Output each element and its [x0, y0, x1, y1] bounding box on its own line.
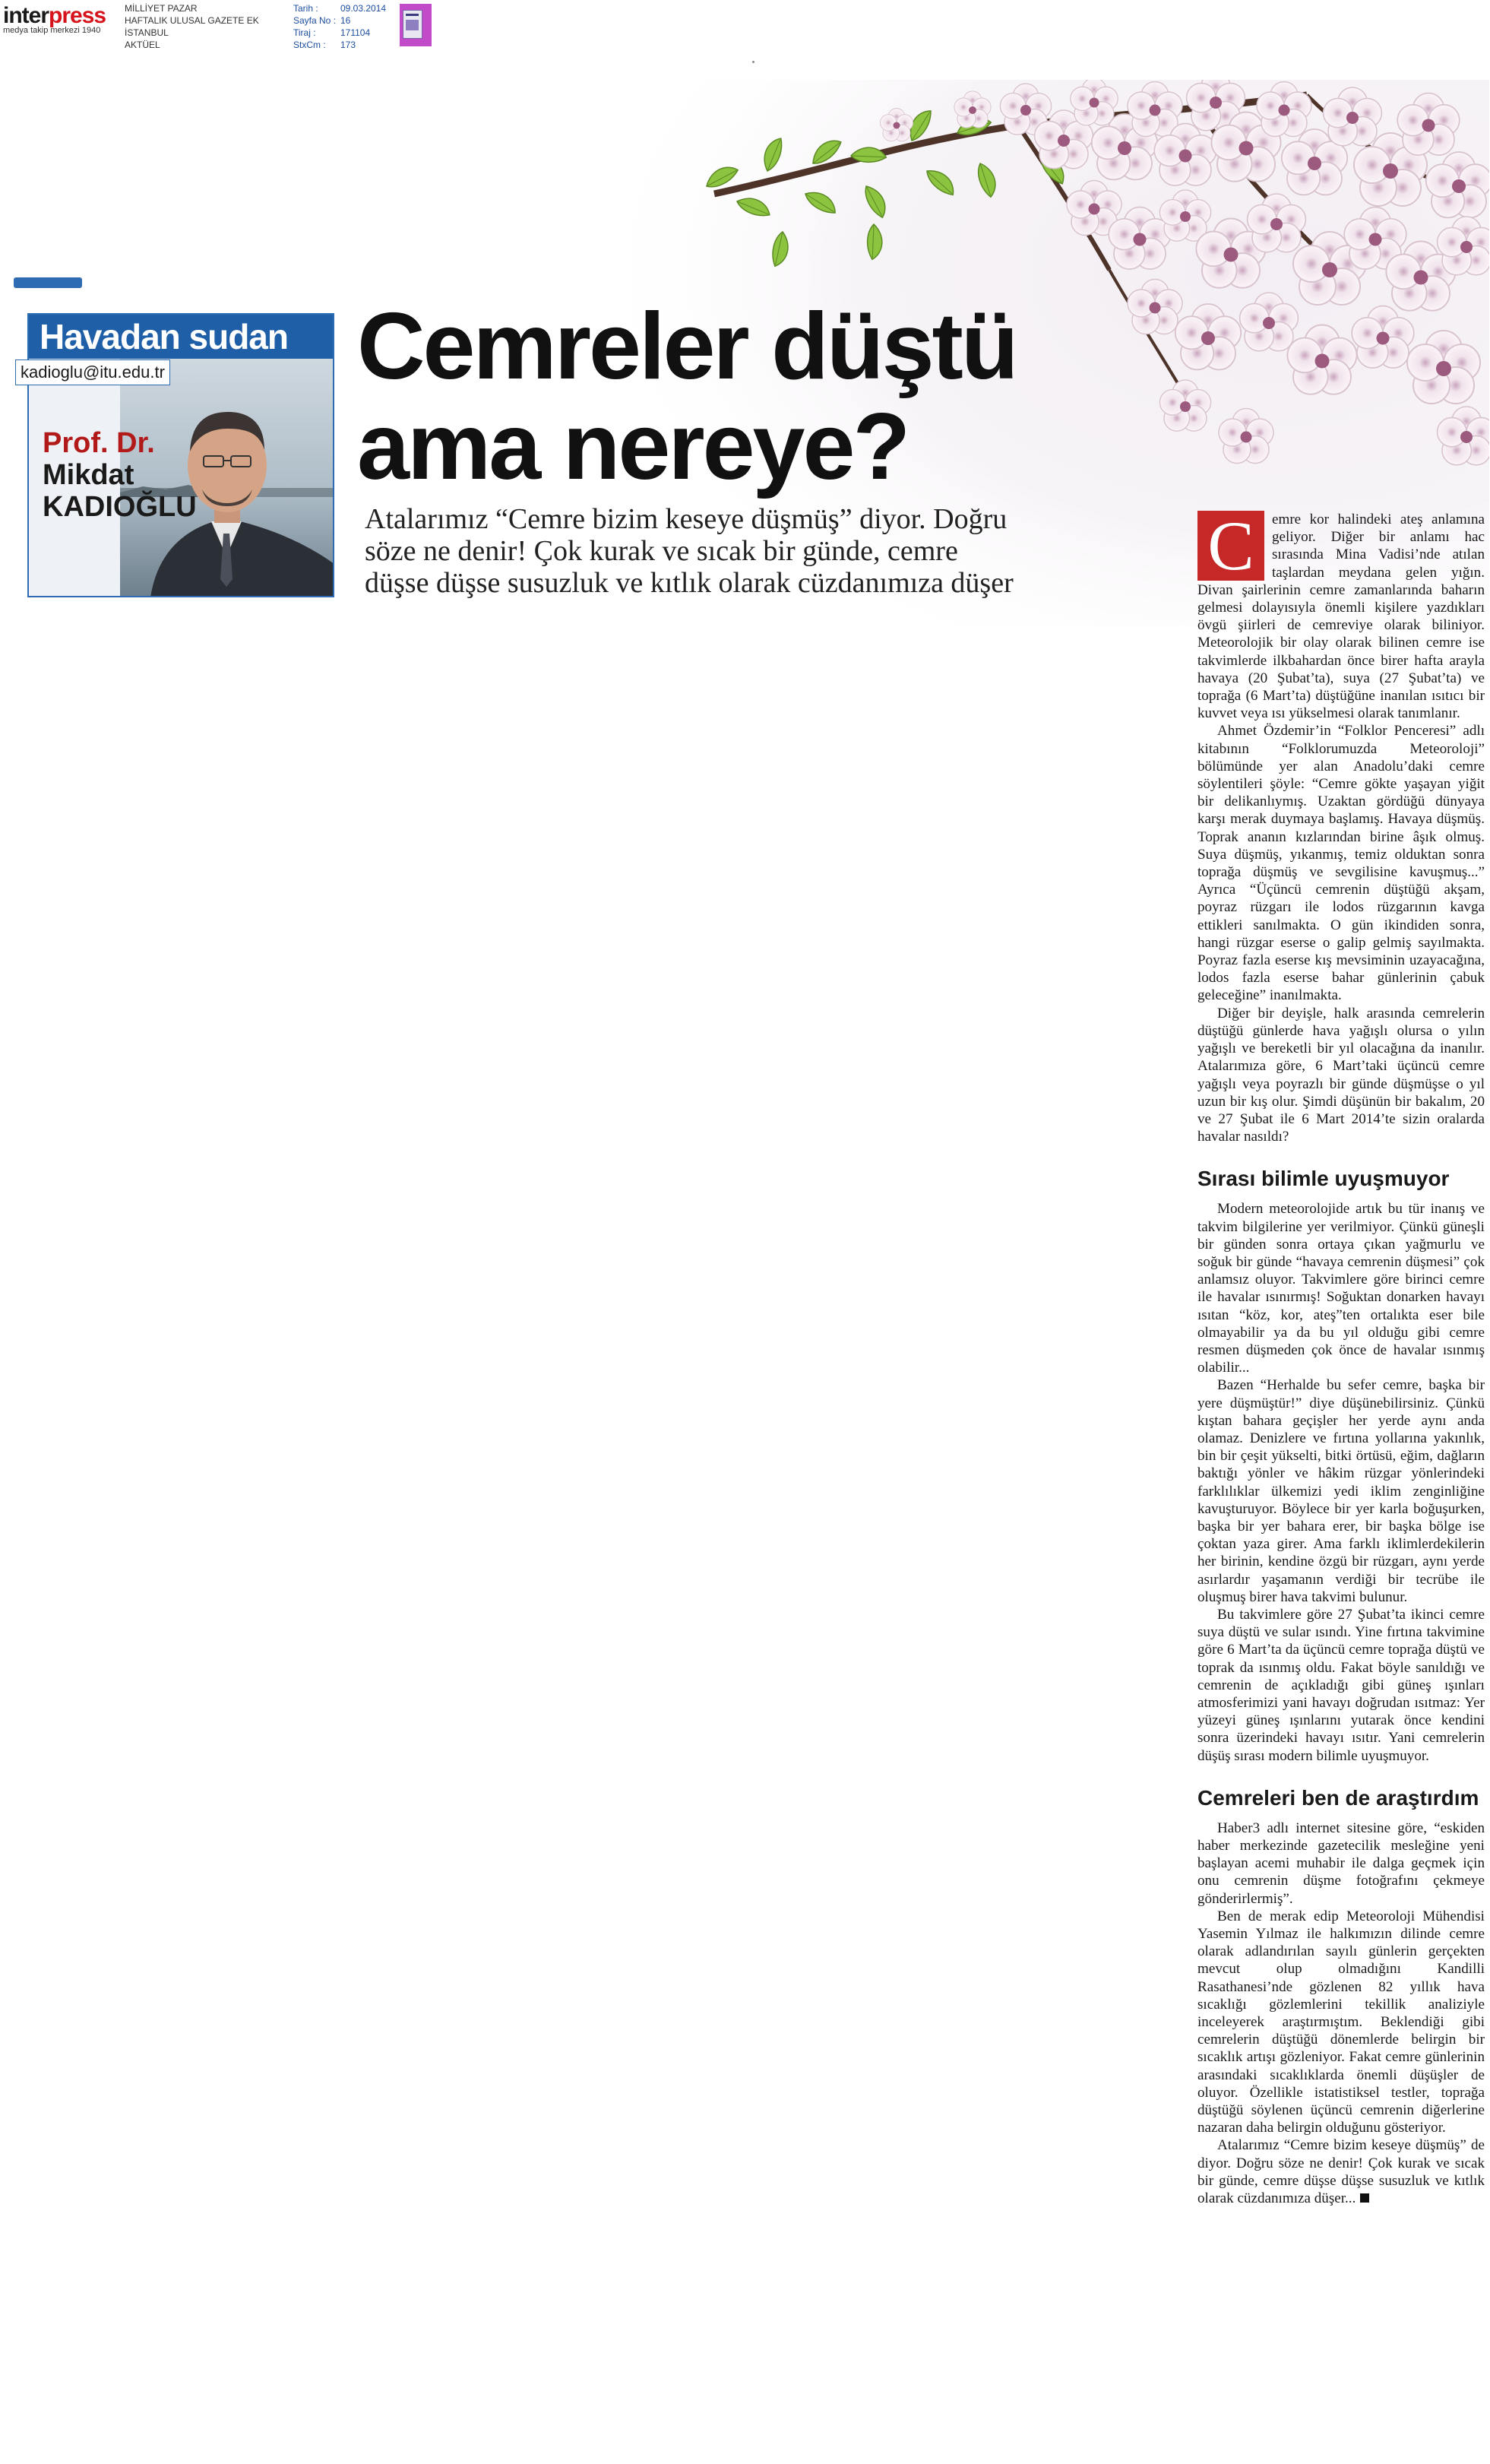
page-thumbnail[interactable] — [400, 4, 432, 46]
meta-row-stxcm — [293, 39, 386, 51]
body-paragraph: Haber3 adlı internet sitesine göre, “eskiden haber merkezinde gazetecilik mesleğine yeni başlayan acemi muhabir ile dalga geçmek için onu cemrenin düşme fotoğrafını çekmeye gönderirlermiş”. — [1197, 1819, 1485, 1907]
publication-info — [125, 2, 259, 51]
article-lead: Atalarımız “Cemre bizim keseye düşmüş” diyor. Doğru söze ne denir! Çok kurak ve sıcak bir günde, cemre düşse düşse susuzluk ve kıtlık olarak cüzdanımıza düşer — [365, 503, 1014, 599]
meta-value: 173 — [340, 40, 356, 50]
section-heading: Sırası bilimle uyuşmuyor — [1197, 1167, 1450, 1191]
meta-row-page — [293, 14, 386, 27]
section-heading: Cemreleri ben de araştırdım — [1197, 1785, 1479, 1810]
logo-main: inter — [3, 3, 49, 28]
body-paragraph — [1197, 507, 1485, 722]
publication-section: AKTÜEL — [125, 40, 160, 50]
body-paragraph-text: Atalarımız “Cemre bizim keseye düşmüş” de diyor. Doğru söze ne denir! Çok kurak ve sıcak bir günde, cemre düşse düşse susuzluk ve kıtlık olarak cüzdanımıza düşer... — [1197, 2137, 1485, 2207]
meta-label: Tiraj : — [293, 27, 316, 38]
author-academic-title: Prof. Dr. — [43, 427, 155, 459]
body-paragraph: Bu takvimlere göre 27 Şubat’ta ikinci cemre suya düştü ve sular ısındı. Yine fırtına takvimine göre 6 Mart’ta da üçüncü cemre toprağa düştü ve toprak da ısınmış oldu. Fakat böyle sanıldığı ve cemrenin de açıkladığı gibi güneş ışınları atmosferimizi yani havayı doğrudan ısıtmaz: Yer yüzeyi güneş ışınlarını yutarak önce kendini sonra üzerindeki havayı ısıtır. Yani cemrelerin düşüş sırası modern bilimle uyuşmuyor. — [1197, 1606, 1485, 1764]
body-paragraph: Bazen “Herhalde bu sefer cemre, başka bir yere düşmüştür!” diye düşünebilirsiniz. Çünkü kıştan bahara geçişler her yerde aynı anda olamaz. Denizlere ve fırtına yollarına yakınlık, bin bir çeşit yükselti, bitki örtüsü, eğim, dağların baktığı yönler ve hâkim rüzgar yönlerindeki farklılıklar ülkemizi yedi iklim zenginliğine kavuşturuyor. Böylece bir yer karla boğuşurken, başka bir yer bahara erer, bir başka bölge ise çoktan yaza girer. Ama farklı iklimlerdekilerin her birinin, kendine özgü bir rüzgarı, aynı yerde asırlardır yaşamanın verdiği bir tecrübe ile oluşmuş birer hava takvimi bulunur. — [1197, 1377, 1485, 1605]
interpress-logo — [3, 3, 106, 29]
logo-subtitle: medya takip merkezi 1940 — [3, 26, 101, 35]
column-title: Havadan sudan — [29, 315, 333, 359]
meta-value: 171104 — [340, 27, 371, 38]
end-mark-icon — [1360, 2193, 1369, 2203]
body-paragraph-text: emre kor halindeki ateş anlamına geliyor. Diğer bir anlamı hac sırasında Mina Vadisi’nde atılan taşlardan meydana gelen yığın. Divan şairlerinin cemre zamanlarında baharın gelmesi dolayısıyla önemli kişilere yazdıkları övgü şiirleri de cemreviye olarak biliniyor. Meteorolojik bir olay olarak bilinen cemre ise takvimlerde ilkbahardan önce birer hafta arayla havaya (20 Şubat’ta), suya (27 Şubat’ta) ve toprağa (6 Mart’ta) düştüğüne inanılan ısıtıcı bir kuvvet veya ısı yükselmesi olarak tanımlanır. — [1197, 511, 1485, 722]
meta-label: StxCm : — [293, 40, 326, 50]
headline-line-2: ama nereye? — [357, 394, 909, 499]
meta-label: Tarih : — [293, 3, 318, 14]
author-last-name: KADIOĞLU — [43, 491, 197, 523]
publication-city: İSTANBUL — [125, 27, 169, 38]
publication-type: HAFTALIK ULUSAL GAZETE EK — [125, 15, 259, 26]
meta-value: 09.03.2014 — [340, 3, 387, 14]
author-name — [43, 427, 197, 523]
column-header-box — [27, 313, 334, 597]
article-body — [1197, 507, 1485, 2207]
author-email[interactable]: kadioglu@itu.edu.tr — [15, 359, 170, 385]
clip-meta — [293, 2, 386, 51]
body-paragraph-last — [1197, 2136, 1485, 2207]
article-headline — [357, 296, 1041, 497]
meta-value: 16 — [340, 15, 351, 26]
drop-cap: C — [1197, 511, 1264, 581]
clipping-header — [0, 0, 456, 53]
body-paragraph: Modern meteorolojide artık bu tür inanış ve takvim bilgilerine yer verilmiyor. Çünkü güneşli bir günden sonra ortaya çıkan yağmurlu ve soğuk bir günde “havaya cemrenin düşmesi” çok anlamsız oluyor. Takvimlere göre birinci cemre ile havalar ısınırmış! Soğuktan donarken havayı ısıtan “köz, kor, ateş”ten ortalıkta eser bile olmayabilir ya da bu yıl olduğu gibi cemre resmen düşmeden çok önce de havalar ısınmış olabilir... — [1197, 1201, 1485, 1376]
logo-accent: press — [49, 3, 106, 28]
body-paragraph: Ben de merak edip Meteoroloji Mühendisi Yasemin Yılmaz ile halkımızın dilinde cemre olarak adlandırılan sayılı günlerin gerçekten mevcut olup olmadığını Kandilli Rasathanesi’nde gözlenen 82 yıllık hava sıcaklığı gözlemlerini tekillik analiziyle inceleyerek araştırmıştım. Beklendiği gibi cemrelerin düştüğü dönemlerde belirgin bir sıcaklık artışı gözleniyor. Fakat cemre günlerinin arasındaki sıcaklıklarda önemli düşüşler de oluyor. Özellikle istatistiksel testler, toprağa düştüğü söylenen üçüncü cemrenin diğerlerine nazaran daha belirgin olduğunu gösteriyor. — [1197, 1908, 1485, 2136]
column-accent-bar — [14, 277, 82, 288]
headline-line-1: Cemreler düştü — [357, 294, 1017, 399]
publication-name: MİLLİYET PAZAR — [125, 3, 198, 14]
meta-row-circulation — [293, 27, 386, 39]
meta-label: Sayfa No : — [293, 15, 337, 26]
meta-row-date — [293, 2, 386, 14]
body-paragraph: Ahmet Özdemir’in “Folklor Penceresi” adlı kitabının “Folklorumuzda Meteoroloji” bölümünde yer alan Anadolu’daki cemre söylentileri şöyle: “Cemre gökte yaşayan yiğit bir delikanlıymış. Uzaktan gördüğü dünyaya karşı merak duymaya başlamış. Havaya düşmüş. Toprak ananın kızlarından birine âşık olmuş. Suya düşmüş, yıkanmış, temiz olduktan sonra toprağa düşmüş ve sevgilisine kavuşmuş...” Ayrıca “Üçüncü cemrenin düştüğü akşam, poyraz rüzgarı ile lodos rüzgarının kavga ettikleri sanılmakta. O gün ikindiden sonra, hangi rüzgar eserse o galip gelmiş sayılmakta. Poyraz fazla eserse kış mevsiminin uzayacağına, lodos fazla eserse bahar günlerinin çabuk geleceğine” inanılmakta. — [1197, 723, 1485, 1004]
author-first-name: Mikdat — [43, 459, 134, 491]
speck — [752, 61, 754, 63]
body-paragraph: Diğer bir deyişle, halk arasında cemrelerin düştüğü günlerde hava yağışlı olursa o yılın yağışlı ve bereketli bir yıl olacağına da inanılır. Atalarımıza göre, 6 Mart’taki üçüncü cemre yağışlı veya poyrazlı bir günde düşmüşse o yıl uzun bir kış olur. Şimdi düşünün bir bakalım, 20 ve 27 Şubat ile 6 Mart 2014’te sizin oralarda havalar nasıldı? — [1197, 1005, 1485, 1145]
